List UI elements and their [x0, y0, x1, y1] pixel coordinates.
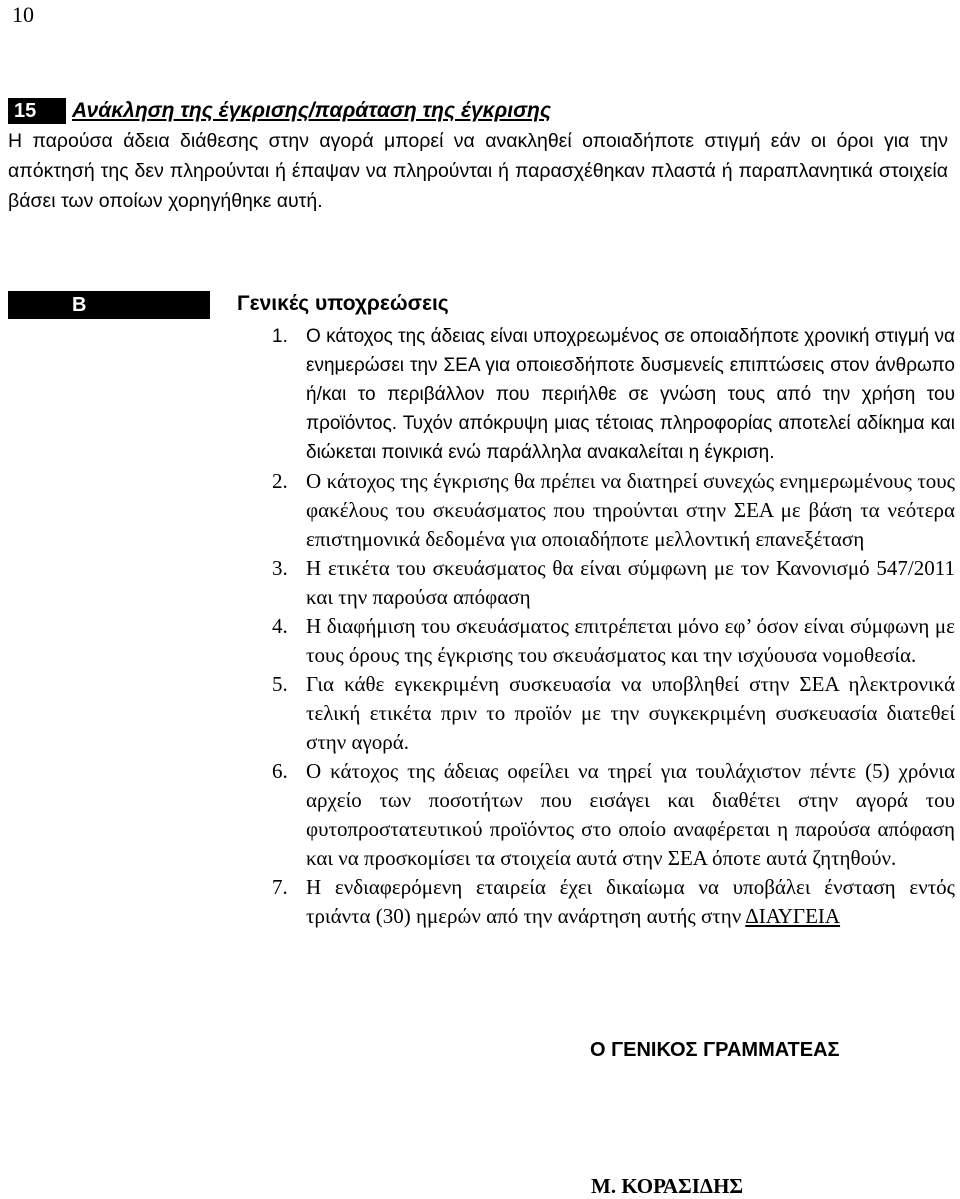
list-item-number: 7. [272, 875, 288, 899]
list-item [272, 757, 955, 873]
list-item [272, 612, 955, 670]
list-item [272, 322, 955, 467]
list-item-number: 6. [272, 759, 288, 783]
list-item-number: 3. [272, 556, 288, 580]
section-title: Ανάκληση της έγκρισης/παράταση της έγκρισης [72, 99, 552, 122]
list-item-number: 2. [272, 469, 288, 493]
list-item-text: Ο κάτοχος της έγκρισης θα πρέπει να διατηρεί συνεχώς ενημερωμένους τους φακέλους του σκευάσματος που τηρούνται στην ΣΕΑ με βάση τα νεότερα επιστημονικά δεδομένα για οποιαδήποτε μελλοντική επανεξέταση [306, 469, 955, 551]
list-item-number: 1. [272, 326, 288, 347]
obligations-list [272, 322, 955, 931]
list-item-text: Ο κάτοχος της άδειας είναι υποχρεωμένος σε οποιαδήποτε χρονική στιγμή να ενημερώσει την ΣΕΑ για οποιεσδήποτε δυσμενείς επιπτώσεις στον άνθρωπο ή/και το περιβάλλον που περιήλθε σε γνώση τους από την χρήση του προϊόντος. Τυχόν απόκρυψη μιας τέτοιας πληροφορίας αποτελεί αδίκημα και διώκεται ποινικά ενώ παράλληλα ανακαλείται η έγκριση. [306, 326, 955, 463]
section-title-general-obligations: Γενικές υποχρεώσεις [237, 292, 449, 315]
list-item [272, 467, 955, 554]
list-item-text: Η διαφήμιση του σκευάσματος επιτρέπεται μόνο εφ’ όσον είναι σύμφωνη με τους όρους της έγκρισης του σκευάσματος και την ισχύουσα νομοθεσία. [306, 614, 955, 667]
section-15 [8, 96, 950, 216]
page-number: 10 [12, 2, 34, 27]
list-item-text: Η ετικέτα του σκευάσματος θα είναι σύμφωνη με τον Κανονισμό 547/2011 και την παρούσα απόφαση [306, 556, 955, 609]
list-item-text: Για κάθε εγκεκριμένη συσκευασία να υποβληθεί στην ΣΕΑ ηλεκτρονικά τελική ετικέτα πριν το προϊόν με την συγκεκριμένη συσκευασία διατεθεί στην αγορά. [306, 672, 955, 754]
list-item-text [306, 873, 955, 931]
list-item-number: 4. [272, 614, 288, 638]
signatory-name: Μ. ΚΟΡΑΣΙΔΗΣ [591, 1174, 744, 1198]
signatory-title: Ο ΓΕΝΙΚΟΣ ΓΡΑΜΜΑΤΕΑΣ [590, 1039, 840, 1061]
list-item-text: Ο κάτοχος της άδειας οφείλει να τηρεί για τουλάχιστον πέντε (5) χρόνια αρχείο των ποσοτήτων που εισάγει και διαθέτει στην αγορά του φυτοπροστατευτικού προϊόντος στο οποίο αναφέρεται η παρούσα απόφαση και να προσκομίσει τα στοιχεία αυτά στην ΣΕΑ όποτε αυτά ζητηθούν. [306, 759, 955, 870]
list-item [272, 670, 955, 757]
diavgeia-reference: ΔΙΑΥΓΕΙΑ [745, 904, 841, 928]
list-item [272, 554, 955, 612]
list-item-number: 5. [272, 672, 288, 696]
section-letter-badge: Β [8, 291, 210, 319]
list-item [272, 873, 955, 931]
list-item-text-main: Η ενδιαφερόμενη εταιρεία έχει δικαίωμα να υποβάλει ένσταση εντός τριάντα (30) ημερών από την ανάρτηση αυτής στην [306, 875, 955, 928]
section-15-header [8, 96, 950, 126]
section-number-badge: 15 [8, 98, 66, 124]
section-body: Η παρούσα άδεια διάθεσης στην αγορά μπορεί να ανακληθεί οποιαδήποτε στιγμή εάν οι όροι για την απόκτησή της δεν πληρούνται ή έπαψαν να πληρούνται ή παρασχέθηκαν πλαστά ή παραπλανητικά στοιχεία βάσει των οποίων χορηγήθηκε αυτή. [8, 130, 948, 212]
